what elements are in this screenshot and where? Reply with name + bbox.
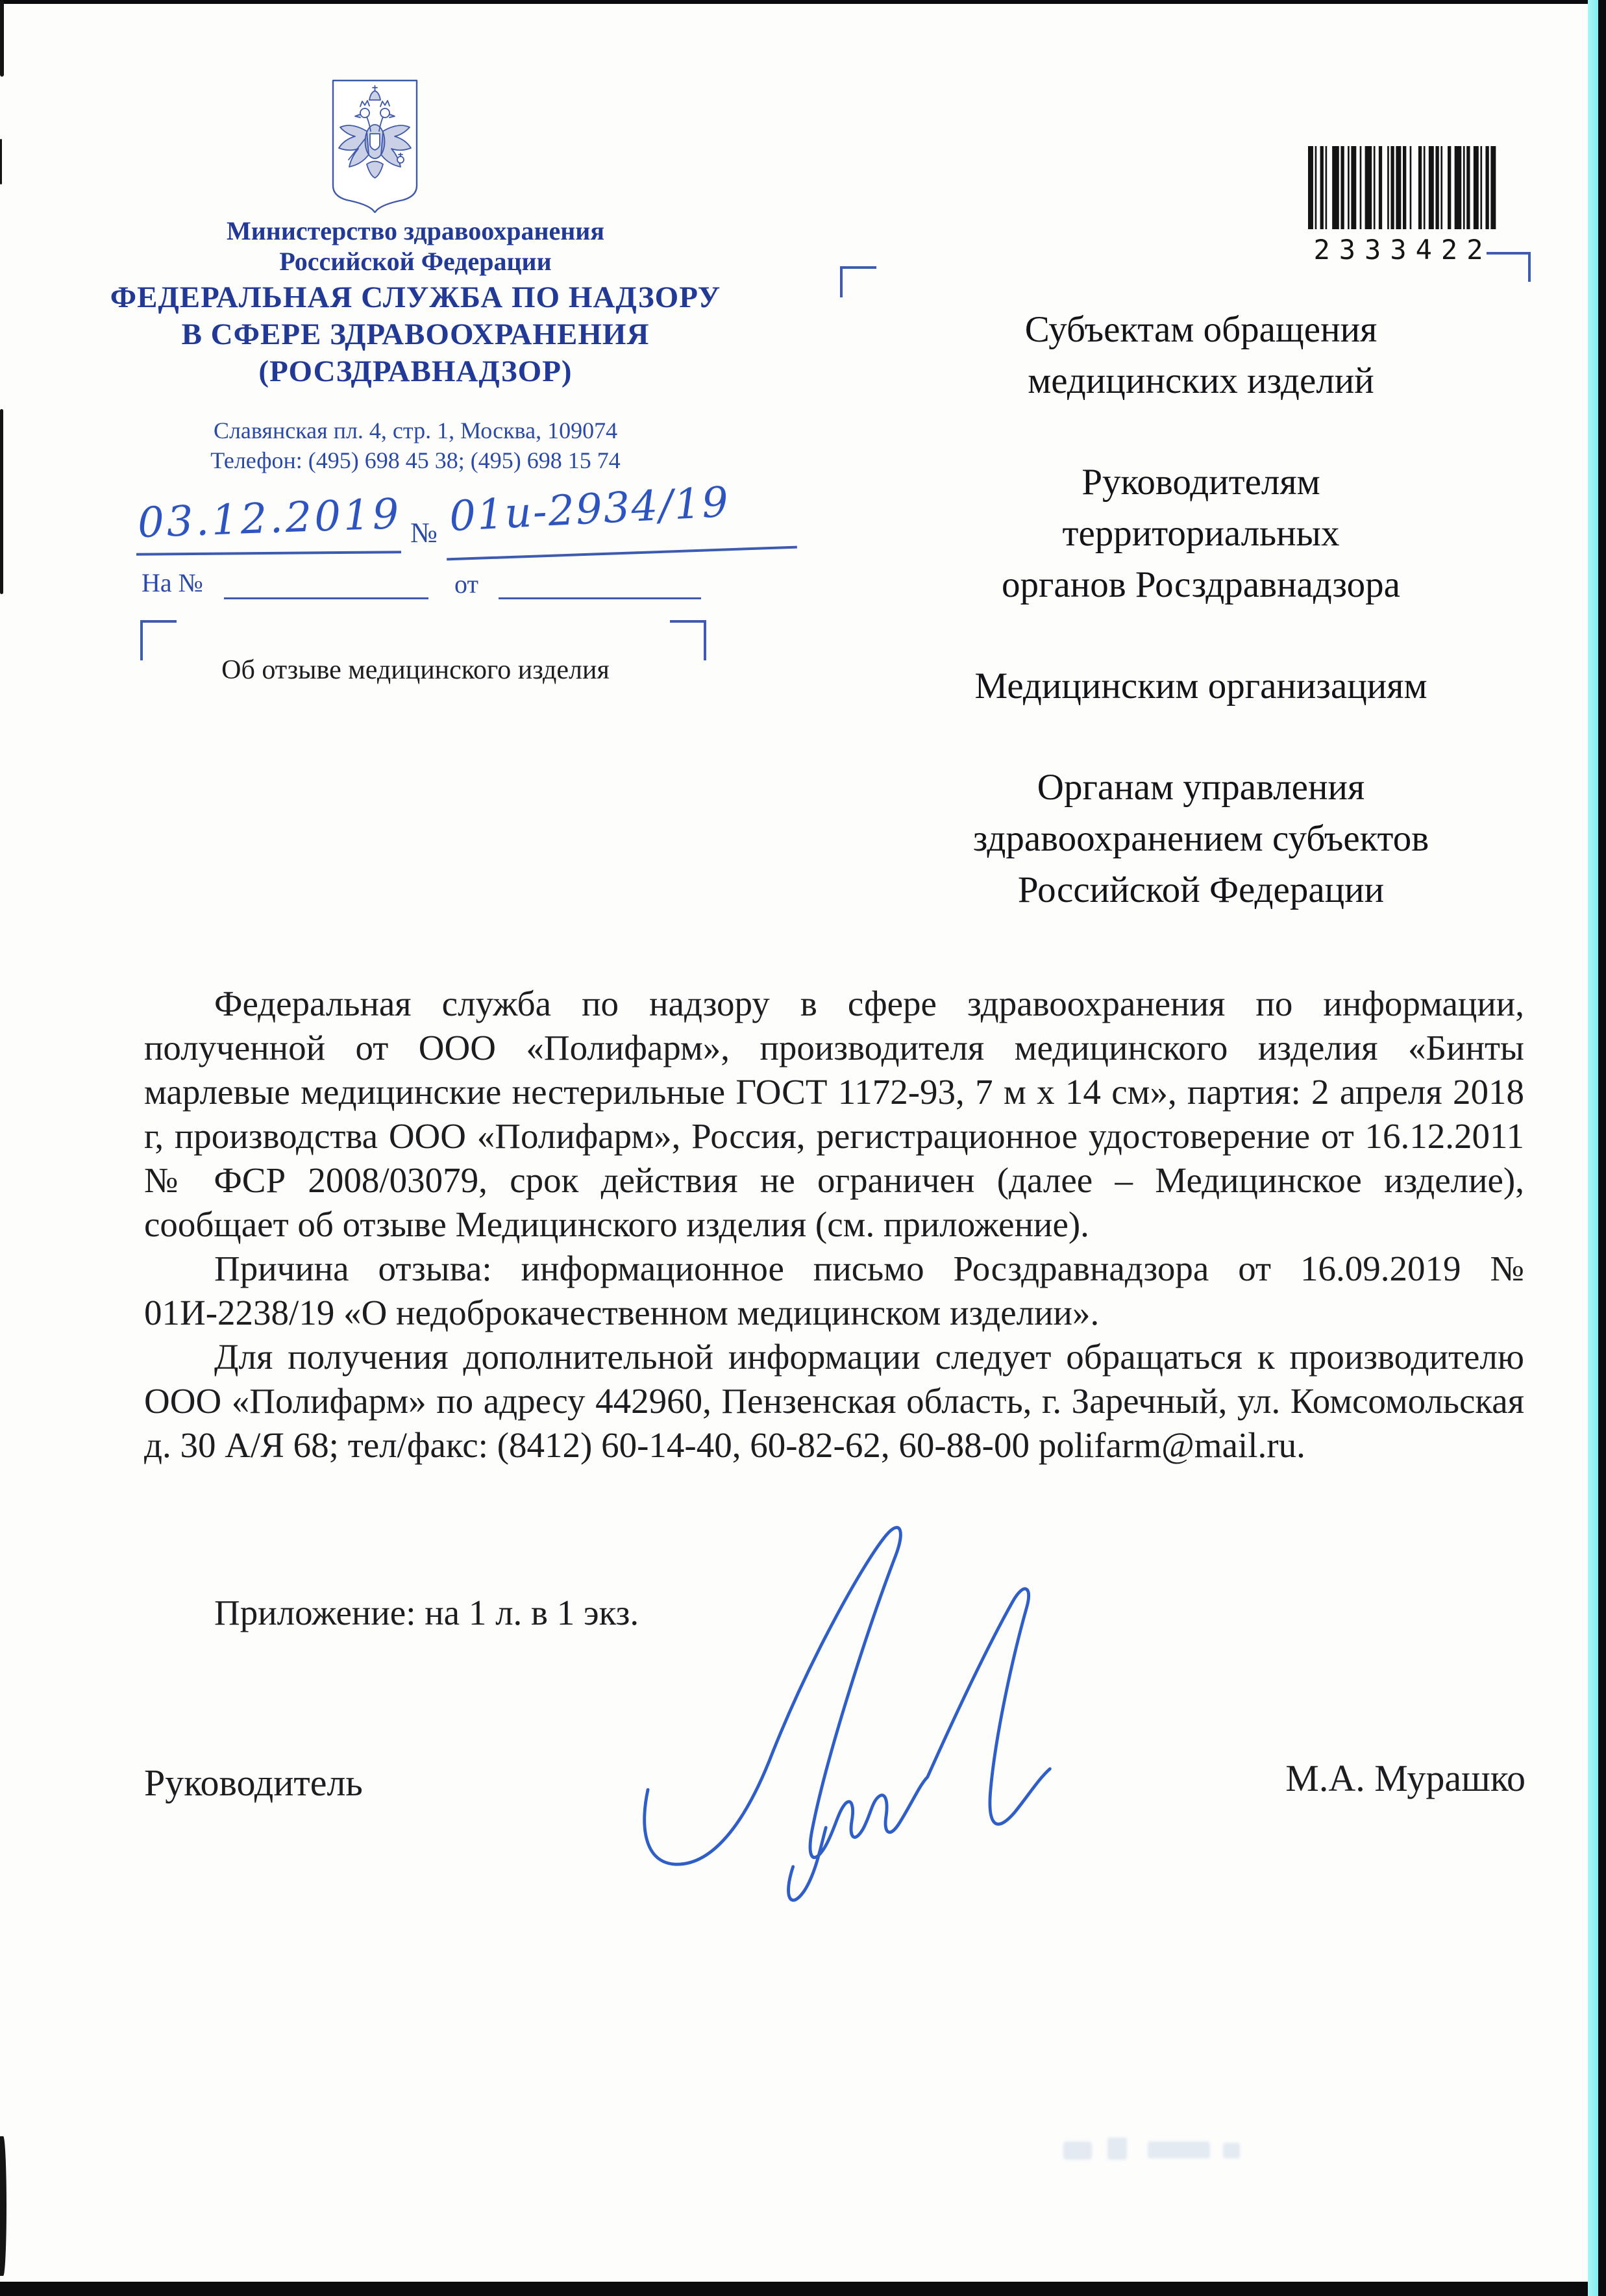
reply-from-label: от bbox=[454, 569, 478, 599]
scan-mark-left-2 bbox=[0, 139, 2, 184]
signer-position-title: Руководитель bbox=[144, 1762, 363, 1804]
subject-corner-mark-right bbox=[670, 620, 706, 660]
reply-date-blank bbox=[499, 597, 701, 599]
recipient-line: Руководителям bbox=[1081, 462, 1320, 503]
number-underline bbox=[447, 546, 797, 561]
ministry-name-line-1: Министерство здравоохранения bbox=[227, 216, 604, 245]
faint-stamp-artifact bbox=[1063, 2141, 1092, 2160]
ministry-name-line-2: Российской Федерации bbox=[279, 247, 552, 276]
barcode bbox=[1306, 146, 1500, 266]
letter-body bbox=[144, 982, 1524, 1467]
federal-service-name bbox=[71, 279, 760, 390]
service-name-line-1: ФЕДЕРАЛЬНАЯ СЛУЖБА ПО НАДЗОРУ bbox=[110, 281, 721, 314]
recipient-line: Органам управления bbox=[1037, 767, 1365, 808]
addressee-corner-mark-left bbox=[840, 266, 876, 297]
recipient-line: здравоохранением субъектов bbox=[972, 818, 1429, 859]
recipient-line: Российской Федерации bbox=[1017, 869, 1385, 910]
recipient-line: медицинских изделий bbox=[1028, 360, 1374, 401]
letterhead-phone: Телефон: (495) 698 45 38; (495) 698 15 74 bbox=[210, 447, 621, 473]
service-name-line-2: В СФЕРЕ ЗДРАВООХРАНЕНИЯ bbox=[181, 318, 650, 351]
recipient-line: Субъектам обращения bbox=[1024, 309, 1377, 350]
recipient-group bbox=[870, 660, 1532, 712]
attachment-note: Приложение: на 1 л. в 1 экз. bbox=[214, 1593, 639, 1632]
ministry-name bbox=[104, 216, 727, 277]
body-paragraph-3: Для получения дополнительной информации следует обращаться к производителю ООО «Полифарм» по адресу 442960, Пензенская область, г. Заречный, ул. Комсомольская д. 30 А/Я 68; тел/факс: (8412) 60-14-40, 60-82-62, 60-88-00 polifarm@mail.ru. bbox=[144, 1337, 1524, 1465]
faint-stamp-artifact bbox=[1148, 2141, 1210, 2158]
scan-edge-top bbox=[0, 0, 1606, 4]
barcode-bars bbox=[1306, 146, 1500, 229]
scan-edge-cyan-strip bbox=[1588, 0, 1598, 2296]
handwritten-outgoing-number: 01и-2934/19 bbox=[448, 478, 731, 542]
recipient-group bbox=[870, 304, 1532, 406]
scan-mark-left-3 bbox=[0, 409, 3, 594]
scan-edge-right bbox=[1598, 0, 1606, 2296]
subject-line: Об отзыве медицинского изделия bbox=[221, 655, 610, 685]
handwritten-signature bbox=[604, 1487, 1058, 1922]
coat-of-arms-emblem bbox=[328, 77, 422, 213]
faint-stamp-artifact bbox=[1223, 2143, 1240, 2158]
recipient-line: органов Росздравнадзора bbox=[1002, 564, 1400, 605]
recipient-group bbox=[870, 762, 1532, 916]
reply-number-blank bbox=[224, 597, 428, 599]
letterhead-address: Славянская пл. 4, стр. 1, Москва, 109074 bbox=[213, 418, 618, 443]
signer-name: М.А. Мурашко bbox=[1285, 1757, 1526, 1799]
number-sign: № bbox=[410, 517, 438, 549]
handwritten-date: 03.12.2019 bbox=[136, 490, 402, 548]
scan-edge-bottom bbox=[0, 2282, 1606, 2296]
letterhead-contacts bbox=[91, 416, 740, 475]
body-paragraph-1: Федеральная служба по надзору в сфере здравоохранения по информации, полученной от ООО «Полифарм», производителя медицинского изделия «Бинты марлевые медицинские нестерильные ГОСТ 1172-93, 7 м х 14 см», партия: 2 апреля 2018 г, производства ООО «Полифарм», Россия, регистрационное удостоверение от 16.12.2011 № ФСР 2008/03079, срок действия не ограничен (далее – Медицинское изделие), сообщает об отзыве Медицинского изделия (см. приложение). bbox=[144, 984, 1524, 1244]
barcode-number: 2333422 bbox=[1313, 234, 1492, 266]
recipients-block bbox=[870, 304, 1532, 966]
body-paragraph-2: Причина отзыва: информационное письмо Росздравнадзора от 16.09.2019 № 01И-2238/19 «О недоброкачественном медицинском изделии». bbox=[144, 1249, 1524, 1332]
service-name-line-3: (РОСЗДРАВНАДЗОР) bbox=[258, 355, 573, 388]
recipient-group bbox=[870, 456, 1532, 610]
scan-mark-left-1 bbox=[0, 0, 4, 77]
reply-label: На № bbox=[142, 568, 203, 597]
recipient-line: территориальных bbox=[1062, 513, 1340, 554]
scan-mark-left-4 bbox=[0, 2136, 6, 2276]
faint-stamp-artifact bbox=[1107, 2138, 1127, 2160]
date-underline bbox=[136, 551, 401, 556]
recipient-line: Медицинским организациям bbox=[974, 666, 1427, 706]
